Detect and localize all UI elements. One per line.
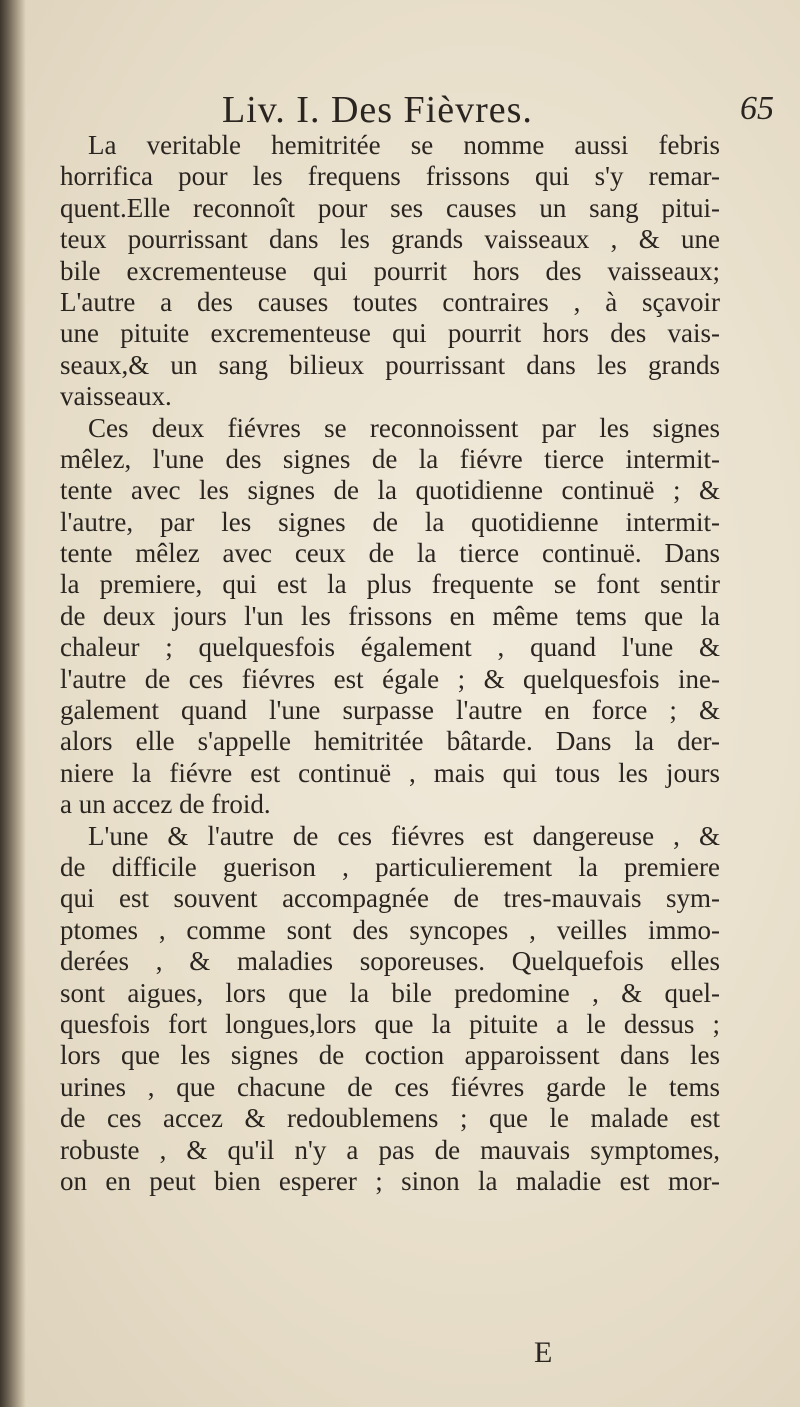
signature-mark: E [534,1336,553,1369]
text-line: l'autre, par les signes de la quotidienne intermit- [60,506,720,537]
text-line: urines , que chacune de ces fiévres garde le tems [60,1071,720,1102]
text-line: de deux jours l'un les frissons en même tems que la [60,600,720,631]
text-line: horrifica pour les frequens frissons qui s'y remar- [60,161,720,192]
text-line: derées , & maladies soporeuses. Quelquefois elles [60,946,720,977]
text-line: lors que les signes de coction apparoissent dans les [60,1040,720,1071]
text-line: tente mêlez avec ceux de la tierce continuë. Dans [60,538,720,569]
text-line: L'une & l'autre de ces fiévres est dangereuse , & [88,820,720,851]
page-number: 65 [740,90,774,127]
text-line: L'autre a des causes toutes contraires , à sçavoir [60,286,720,317]
text-line: ptomes , comme sont des syncopes , veilles immo- [60,914,720,945]
text-line: a un accez de froid. [60,789,271,820]
text-line: mêlez, l'une des signes de la fiévre tierce intermit- [60,443,720,474]
text-line: Ces deux fiévres se reconnoissent par les signes [88,412,720,443]
text-line: de ces accez & redoublemens ; que le malade est [60,1103,720,1134]
text-line: tente avec les signes de la quotidienne continuë ; & [60,475,720,506]
text-line: une pituite excrementeuse qui pourrit hors des vais- [60,318,720,349]
text-line: chaleur ; quelquesfois également , quand l'une & [60,632,720,663]
text-line: la premiere, qui est la plus frequente se font sentir [60,569,720,600]
text-line: teux pourrissant dans les grands vaisseaux , & une [60,224,720,255]
text-line: La veritable hemitritée se nomme aussi febris [88,130,720,160]
text-line: qui est souvent accompagnée de tres-mauvais sym- [60,883,720,914]
text-line: l'autre de ces fiévres est égale ; & quelquesfois ine- [60,663,720,694]
body-text [60,130,720,1197]
running-head-title: Liv. I. Des Fièvres. [222,89,533,131]
page-gutter-shadow [0,0,26,1407]
text-line: galement quand l'une surpasse l'autre en force ; & [60,695,720,726]
text-line: seaux,& un sang bilieux pourrissant dans les grands [60,349,720,380]
text-line: alors elle s'appelle hemitritée bâtarde. Dans la der- [60,726,720,757]
text-line: on en peut bien esperer ; sinon la maladie est mor- [60,1165,720,1196]
text-line: quent.Elle reconnoît pour ses causes un sang pitui- [60,192,720,223]
text-line: vaisseaux. [60,381,172,412]
text-line: de difficile guerison , particulierement la premiere [60,851,720,882]
text-line: sont aigues, lors que la bile predomine , & quel- [60,977,720,1008]
text-line: niere la fiévre est continuë , mais qui tous les jours [60,757,720,788]
text-line: quesfois fort longues,lors que la pituite a le dessus ; [60,1008,720,1039]
text-line: bile excrementeuse qui pourrit hors des vaisseaux; [60,255,720,286]
text-line: robuste , & qu'il n'y a pas de mauvais symptomes, [60,1134,720,1165]
